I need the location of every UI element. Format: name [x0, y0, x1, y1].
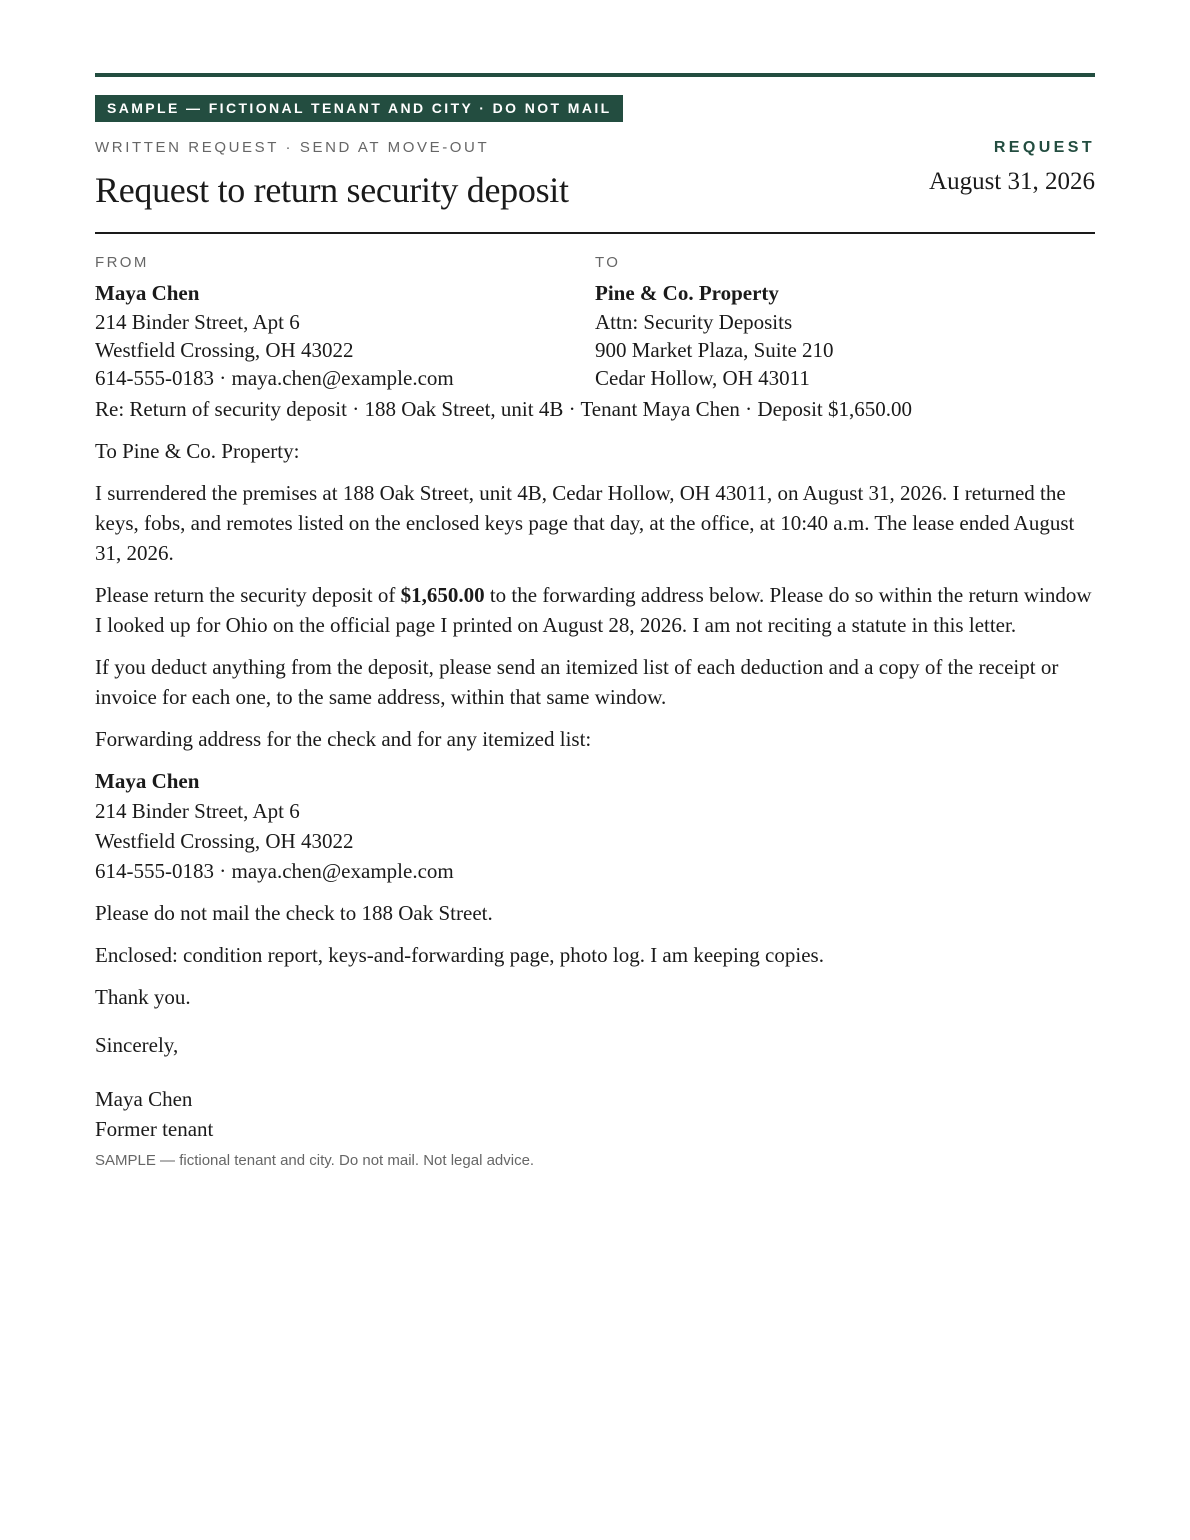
letter-body — [95, 394, 1095, 1144]
paragraph-do-not-mail: Please do not mail the check to 188 Oak Street. — [95, 901, 493, 925]
from-label: FROM — [95, 254, 149, 271]
sample-footnote: SAMPLE — fictional tenant and city. Do not mail. Not legal advice. — [95, 1152, 535, 1169]
forwarding-name: Maya Chen — [95, 769, 200, 793]
document-kind: REQUEST — [993, 139, 1095, 156]
salutation: To Pine & Co. Property: — [95, 439, 300, 463]
forwarding-address-line: 214 Binder Street, Apt 6 — [95, 799, 300, 823]
re-line: Re: Return of security deposit · 188 Oak Street, unit 4B · Tenant Maya Chen · Deposit $1,650.00 — [95, 397, 913, 421]
deposit-amount: $1,650.00 — [400, 583, 485, 607]
sender-block — [95, 254, 575, 392]
sample-banner: SAMPLE — FICTIONAL TENANT AND CITY · DO NOT MAIL — [95, 95, 623, 122]
recipient-city-line: Cedar Hollow, OH 43011 — [595, 366, 810, 390]
sender-contact-line: 614-555-0183 · maya.chen@example.com — [95, 366, 454, 390]
parties — [95, 234, 1095, 390]
recipient-address-line: 900 Market Plaza, Suite 210 — [595, 338, 834, 362]
p2-before: Please return the security deposit of — [95, 583, 401, 607]
letter-page — [95, 73, 1095, 1170]
forwarding-address-block — [95, 766, 1095, 886]
signer-title: Former tenant — [95, 1117, 214, 1141]
document-date: August 31, 2026 — [929, 168, 1095, 195]
paragraph-forwarding-intro: Forwarding address for the check and for any itemized list: — [95, 727, 592, 751]
closing-line: Sincerely, — [95, 1033, 179, 1057]
sender-city-line: Westfield Crossing, OH 43022 — [95, 338, 354, 362]
signer-name: Maya Chen — [95, 1087, 193, 1111]
recipient-block — [595, 254, 1075, 392]
forwarding-city-line: Westfield Crossing, OH 43022 — [95, 829, 354, 853]
paragraph-return-request — [95, 580, 1095, 640]
letter-header — [95, 122, 1095, 234]
recipient-attn-line: Attn: Security Deposits — [595, 310, 793, 334]
top-rule — [95, 73, 1095, 77]
sender-name: Maya Chen — [95, 281, 200, 305]
thanks-line: Thank you. — [95, 985, 191, 1009]
p2-after: to the forwarding address below. Please do so within the return window I looked up for Ohio on the official page I printed on August 28, 2026. I am not reciting a statute in this letter. — [95, 583, 1092, 637]
sender-address-line: 214 Binder Street, Apt 6 — [95, 310, 300, 334]
forwarding-contact-line: 614-555-0183 · maya.chen@example.com — [95, 859, 454, 883]
paragraph-deductions: If you deduct anything from the deposit, please send an itemized list of each deduction and a copy of the receipt or invoice for each one, to the same address, within that same window. — [95, 655, 1059, 709]
eyebrow: WRITTEN REQUEST · SEND AT MOVE-OUT — [95, 139, 490, 156]
document-title: Request to return security deposit — [95, 170, 569, 210]
paragraph-surrender: I surrendered the premises at 188 Oak Street, unit 4B, Cedar Hollow, OH 43011, on August 31, 2026. I returned the keys, fobs, and remotes listed on the enclosed keys page that day, at the office, at 10:40 a.m. The lease ended August 31, 2026. — [95, 481, 1075, 565]
recipient-name: Pine & Co. Property — [595, 281, 779, 305]
signature-block — [95, 1084, 1095, 1144]
paragraph-enclosures: Enclosed: condition report, keys-and-forwarding page, photo log. I am keeping copies. — [95, 943, 824, 967]
to-label: TO — [595, 254, 621, 271]
